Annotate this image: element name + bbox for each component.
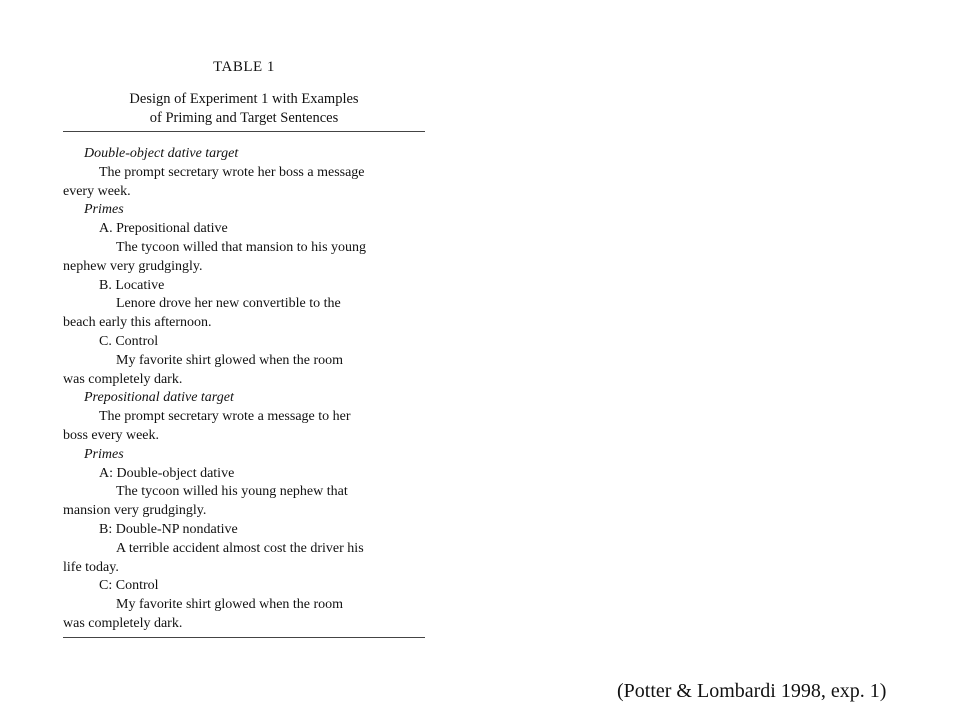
example-sentence: The tycoon willed that mansion to his young	[116, 239, 367, 255]
section-heading: Prepositional dative target	[84, 390, 234, 406]
example-sentence-continuation: life today.	[63, 559, 119, 575]
caption-line: Design of Experiment 1 with Examples	[129, 91, 359, 107]
section-heading: Primes	[84, 446, 124, 462]
prime-label: B. Locative	[99, 277, 165, 293]
section-heading: Primes	[84, 202, 124, 218]
bottom-rule	[63, 637, 425, 638]
prime-label: A: Double-object dative	[99, 465, 235, 481]
example-sentence-continuation: mansion very grudgingly.	[63, 503, 207, 519]
example-sentence-continuation: beach early this afternoon.	[63, 315, 212, 331]
example-sentence: A terrible accident almost cost the driver his	[116, 540, 364, 556]
example-sentence-continuation: was completely dark.	[63, 615, 183, 631]
prime-label: B: Double-NP nondative	[99, 521, 238, 537]
table-label: TABLE 1	[213, 59, 275, 75]
top-rule	[63, 131, 425, 132]
example-sentence: Lenore drove her new convertible to the	[116, 296, 341, 312]
table-caption	[63, 90, 425, 128]
example-sentence: The prompt secretary wrote a message to her	[99, 409, 351, 425]
example-sentence: My favorite shirt glowed when the room	[116, 352, 344, 368]
caption-line: of Priming and Target Sentences	[149, 110, 339, 126]
example-sentence-continuation: every week.	[63, 183, 131, 199]
citation: (Potter & Lombardi 1998, exp. 1)	[617, 680, 887, 702]
example-sentence-continuation: nephew very grudgingly.	[63, 258, 203, 274]
prime-label: C: Control	[99, 578, 159, 594]
example-sentence-continuation: boss every week.	[63, 427, 160, 443]
example-sentence-continuation: was completely dark.	[63, 371, 183, 387]
table-body	[63, 145, 425, 634]
example-sentence: The tycoon willed his young nephew that	[116, 484, 348, 500]
prime-label: A. Prepositional dative	[99, 221, 228, 237]
prime-label: C. Control	[99, 333, 159, 349]
example-sentence: My favorite shirt glowed when the room	[116, 597, 344, 613]
section-heading: Double-object dative target	[84, 146, 239, 161]
example-sentence: The prompt secretary wrote her boss a message	[99, 164, 365, 180]
